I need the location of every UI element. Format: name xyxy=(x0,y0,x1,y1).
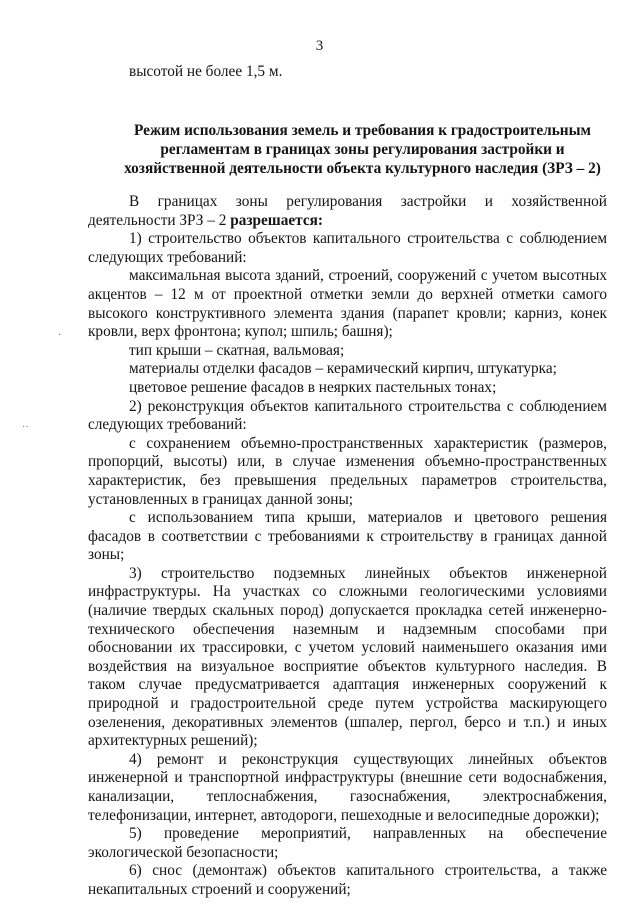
body-text xyxy=(88,193,607,900)
paragraph-4: материалы отделки фасадов – керамический кирпич, штукатурка; xyxy=(129,360,557,378)
paragraph-3: тип крыши – скатная, вальмовая; xyxy=(129,341,345,359)
paragraph-11: 5) проведение мероприятий, направленных на обеспечение экологической безопасности; xyxy=(88,825,607,861)
paragraph-8: с использованием типа крыши, материалов и цветового решения фасадов в соответствии с требованиями к строительству в границах данной зоны; xyxy=(88,509,607,564)
paragraph-5: цветовое решение фасадов в неярких пастельных тонах; xyxy=(129,378,497,396)
paragraph-7: с сохранением объемно-пространственных характеристик (размеров, пропорций, высоты) или, в случае изменения объемно-пространственных характеристик, без превышения предельных параметров строительства, установленных в границах данной зоны; xyxy=(88,434,607,508)
paragraph-2: максимальная высота зданий, строений, сооружений с учетом высотных акцентов – 12 м от проектной отметки земли до верхней отметки самого высокого конструктивного элемента здания (парапет кровли; карниз, конек кровли, верх фронтона; купол; шпиль; башня); xyxy=(88,267,607,341)
scan-margin-dot: · xyxy=(58,330,62,341)
continuation-text xyxy=(88,63,607,82)
intro-text: В границах зоны регулирования застройки и хозяйственной деятельности ЗРЗ – 2 xyxy=(88,193,607,229)
paragraph-12: 6) снос (демонтаж) объектов капитального строительства, а также некапитальных строений и сооружений; xyxy=(88,862,607,898)
paragraph-6: 2) реконструкция объектов капитального строительства с соблюдением следующих требований: xyxy=(88,397,607,434)
intro-bold: разрешается: xyxy=(230,211,323,229)
top-line: высотой не более 1,5 м. xyxy=(129,63,283,80)
paragraph-9: 3) строительство подземных линейных объектов инженерной инфраструктуры. На участках со сложными геологическими условиями (наличие твердых скальных пород) допускается прокладка сетей инженерно-технического обеспечения наземным и надземным способами при обосновании их трассировки, с учетом условий наименьшего оказания ими воздействия на визуальное восприятие объектов культурного наследия. В таком случае предусматривается адаптация инженерных сооружений к природной и градостроительной среде путем устройства маскирующего озеленения, декоративных элементов (шпалер, пергол, берсо и т.п.) и иных архитектурных решений); xyxy=(88,564,607,750)
intro-paragraph xyxy=(88,193,607,230)
paragraph-1: 1) строительство объектов капитального строительства с соблюдением следующих требований: xyxy=(88,230,607,266)
paragraph-10: 4) ремонт и реконструкция существующих линейных объектов инженерной и транспортной инфраструктуры (внешние сети водоснабжения, канализации, теплоснабжения, газоснабжения, электроснабжения, телефонизации, интернет, автодороги, пешеходные и велосипедные дорожки); xyxy=(88,750,607,824)
page-number: 3 xyxy=(315,38,324,54)
section-heading: Режим использования земель и требования к градостроительным регламентам в границах зоны регулирования застройки и хозяйственной деятельности объекта культурного наследия (ЗРЗ – 2) xyxy=(124,122,601,177)
scan-margin-mark: ˙˙ xyxy=(22,425,29,436)
